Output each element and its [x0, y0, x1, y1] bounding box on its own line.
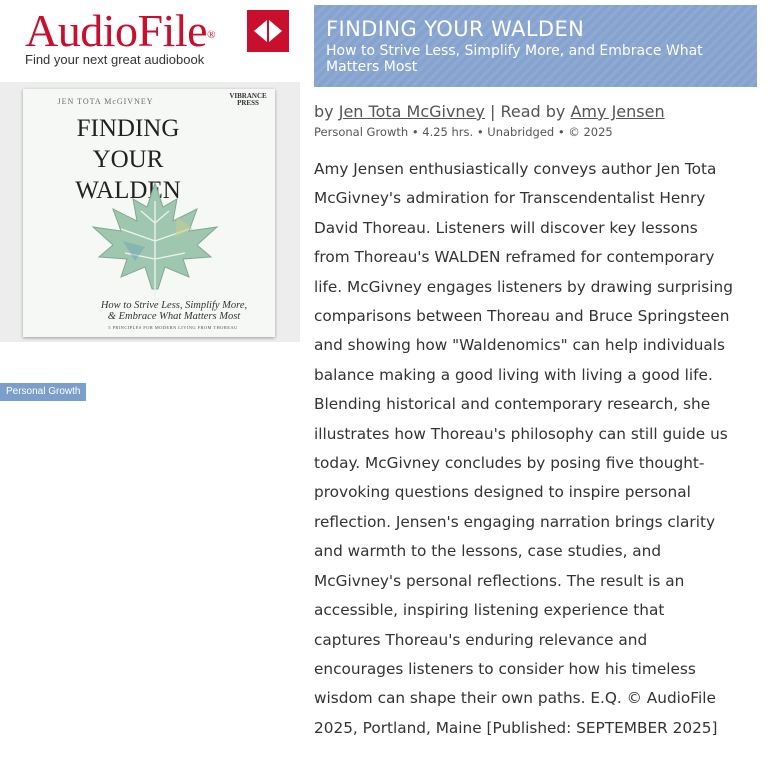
review-line: illustrates how Thoreau's philosophy can still guide us: [314, 424, 728, 443]
review-line: 2025, Portland, Maine [Published: SEPTEMBER 2025]: [314, 718, 718, 737]
cover-panel: [0, 82, 300, 397]
review-line: wisdom can shape their own paths. E.Q. © AudioFile: [314, 689, 716, 708]
byline: [314, 101, 665, 123]
review-line: accessible, inspiring listening experience that: [314, 601, 665, 620]
maple-leaf-icon: [85, 181, 225, 303]
review-line: provoking questions designed to inspire personal: [314, 483, 691, 502]
review-line: McGivney's admiration for Transcendentalist Henry: [314, 189, 706, 208]
cover-title: FINDING YOUR WALDEN: [75, 115, 181, 204]
title-banner: [314, 5, 757, 87]
cover-publisher: VIBRANCE PRESS: [229, 92, 267, 107]
cover-footer: 5 PRINCIPLES FOR MODERN LIVING FROM THOREAU: [108, 325, 238, 330]
cover-subtitle: How to Strive Less, Simplify More, & Embrace What Matters Most: [100, 300, 248, 322]
review-text: [314, 155, 762, 743]
review-line: from Thoreau's WALDEN reframed for contemporary: [314, 248, 715, 267]
narrator-link[interactable]: Amy Jensen: [570, 102, 665, 121]
page-title: FINDING YOUR WALDEN: [326, 17, 585, 41]
review-line: Blending historical and contemporary research, she: [314, 395, 711, 414]
book-meta: Personal Growth • 4.25 hrs. • Unabridged • © 2025: [314, 125, 613, 139]
page-subtitle: How to Strive Less, Simplify More, and Embrace What Matters Most: [326, 43, 703, 75]
cover-author: JEN TOTA McGIVNEY: [57, 97, 154, 106]
review-line: reflection. Jensen's engaging narration brings clarity: [314, 512, 716, 531]
review-line: today. McGivney concludes by posing five thought-: [314, 454, 705, 473]
review-line: David Thoreau. Listeners will discover key lessons: [314, 218, 698, 237]
author-link[interactable]: Jen Tota McGivney: [338, 102, 485, 121]
book-cover[interactable]: [23, 89, 275, 337]
audiofile-logo-icon: [247, 10, 289, 52]
byline-separator: |: [489, 102, 496, 121]
review-line: life. McGivney engages listeners by drawing surprising: [314, 277, 733, 296]
review-line: balance making a good living with living a good life.: [314, 365, 713, 384]
genre-tag[interactable]: Personal Growth: [0, 383, 86, 401]
review-line: and showing how "Waldenomics" can help individuals: [314, 336, 726, 355]
review-line: Amy Jensen enthusiastically conveys author Jen Tota: [314, 160, 717, 178]
review-line: comparisons between Thoreau and Bruce Springsteen: [314, 307, 730, 326]
review-line: encourages listeners to consider how his timeless: [314, 659, 696, 678]
review-line: captures Thoreau's enduring relevance and: [314, 630, 648, 649]
byline-read-by-label: Read by: [500, 102, 566, 121]
review-line: and warmth to the lessons, case studies, and: [314, 542, 662, 561]
logo-tagline: Find your next great audiobook: [25, 52, 205, 67]
logo-wordmark: AudioFile®: [25, 5, 215, 56]
byline-by-label: by: [314, 102, 334, 121]
audiofile-logo[interactable]: [25, 5, 215, 67]
review-line: McGivney's personal reflections. The result is an: [314, 571, 685, 590]
